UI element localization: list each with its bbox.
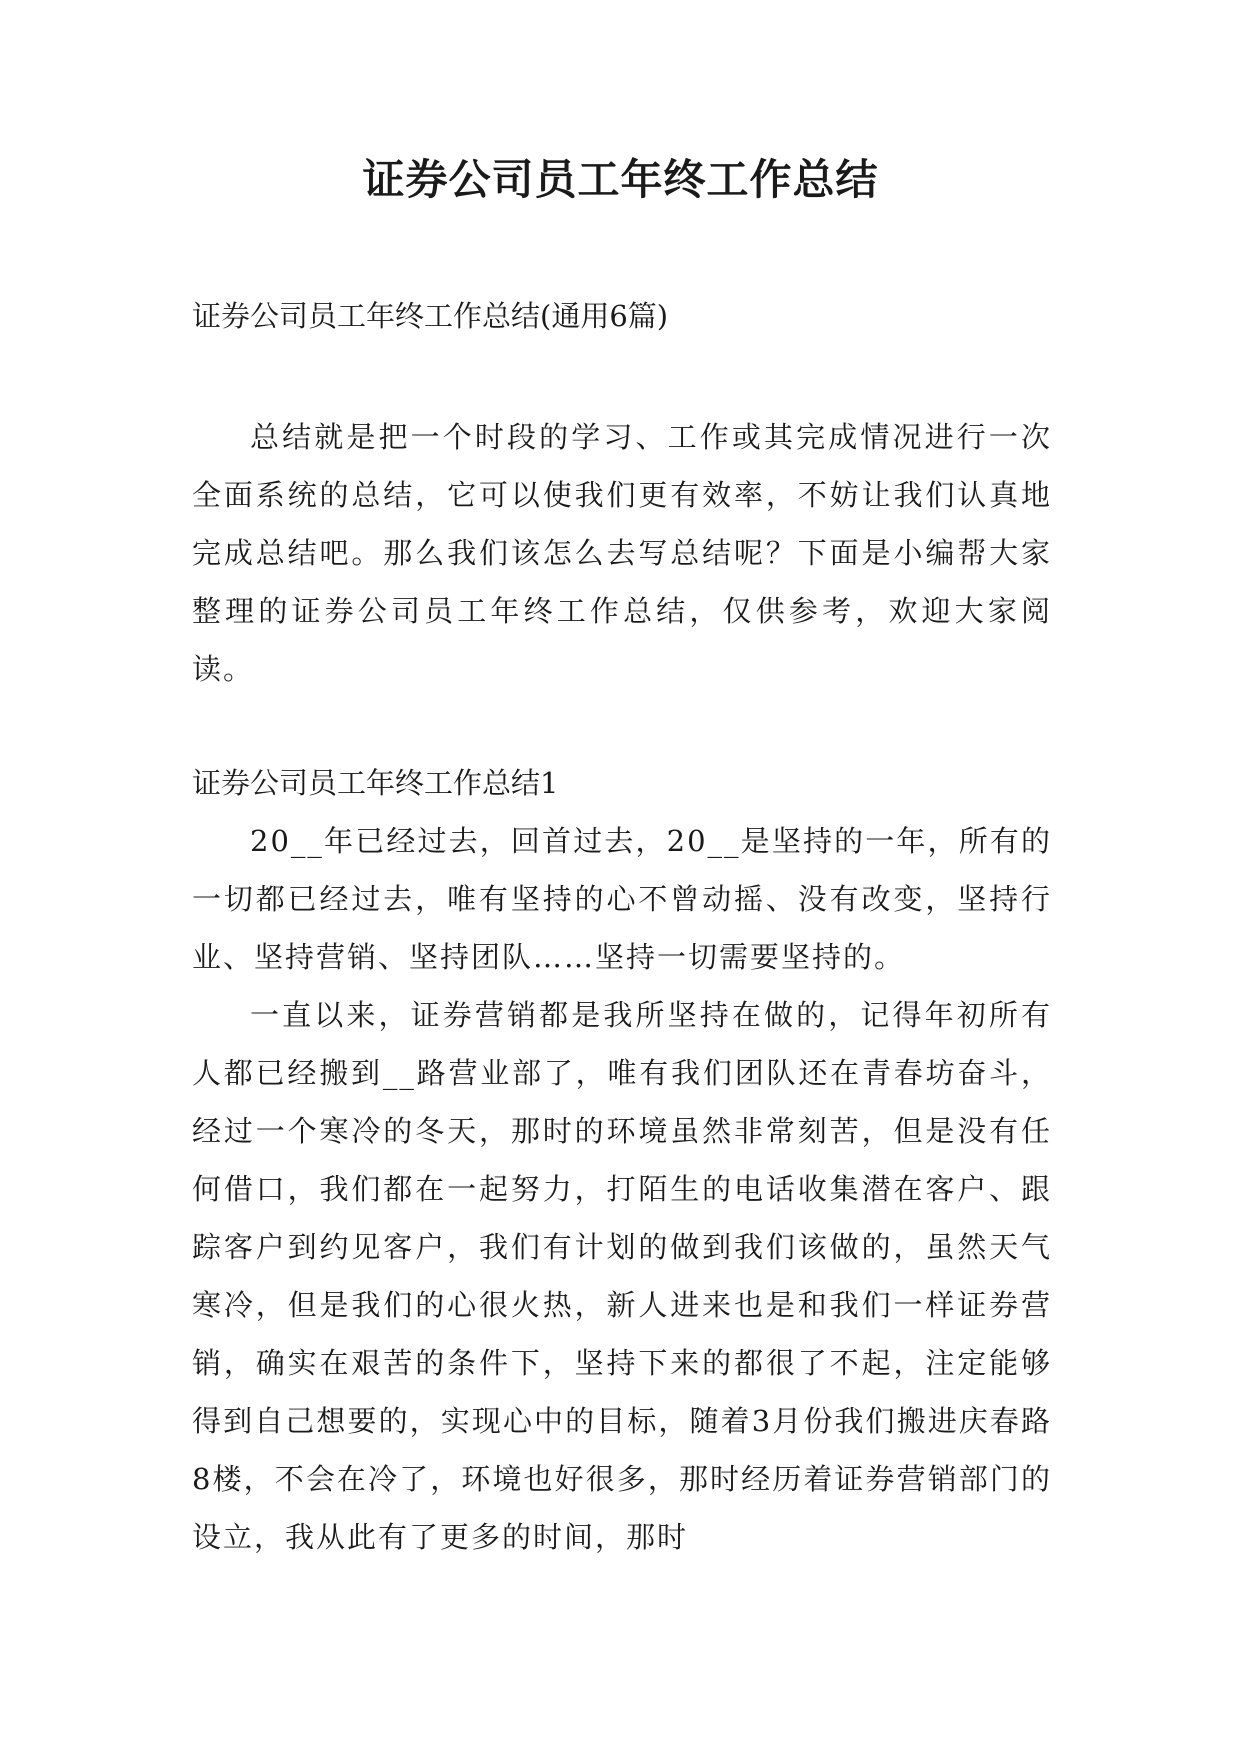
document-title: 证券公司员工年终工作总结 <box>362 155 879 204</box>
intro-paragraph: 总结就是把一个时段的学习、工作或其完成情况进行一次全面系统的总结，它可以使我们更有效率，不妨让我们认真地完成总结吧。那么我们该怎么去写总结呢？下面是小编帮大家整理的证券公司员工年终工作总结，仅供参考，欢迎大家阅读。 <box>192 420 1052 686</box>
section-heading: 证券公司员工年终工作总结1 <box>192 766 559 800</box>
document-subtitle: 证券公司员工年终工作总结(通用6篇) <box>192 299 669 333</box>
body-paragraph-1: 20__年已经过去，回首过去，20__是坚持的一年，所有的一切都已经过去，唯有坚持的心不曾动摇、没有改变，坚持行业、坚持营销、坚持团队……坚持一切需要坚持的。 <box>192 824 1052 974</box>
section-body <box>192 812 1052 1566</box>
body-paragraph-2: 一直以来，证券营销都是我所坚持在做的，记得年初所有人都已经搬到__路营业部了，唯有我们团队还在青春坊奋斗，经过一个寒冷的冬天，那时的环境虽然非常刻苦，但是没有任何借口，我们都在一起努力，打陌生的电话收集潜在客户、跟踪客户到约见客户，我们有计划的做到我们该做的，虽然天气寒冷，但是我们的心很火热，新人进来也是和我们一样证券营销，确实在艰苦的条件下，坚持下来的都很了不起，注定能够得到自己想要的，实现心中的目标，随着3月份我们搬进庆春路8楼，不会在冷了，环境也好很多，那时经历着证券营销部门的设立，我从此有了更多的时间，那时 <box>192 998 1052 1554</box>
